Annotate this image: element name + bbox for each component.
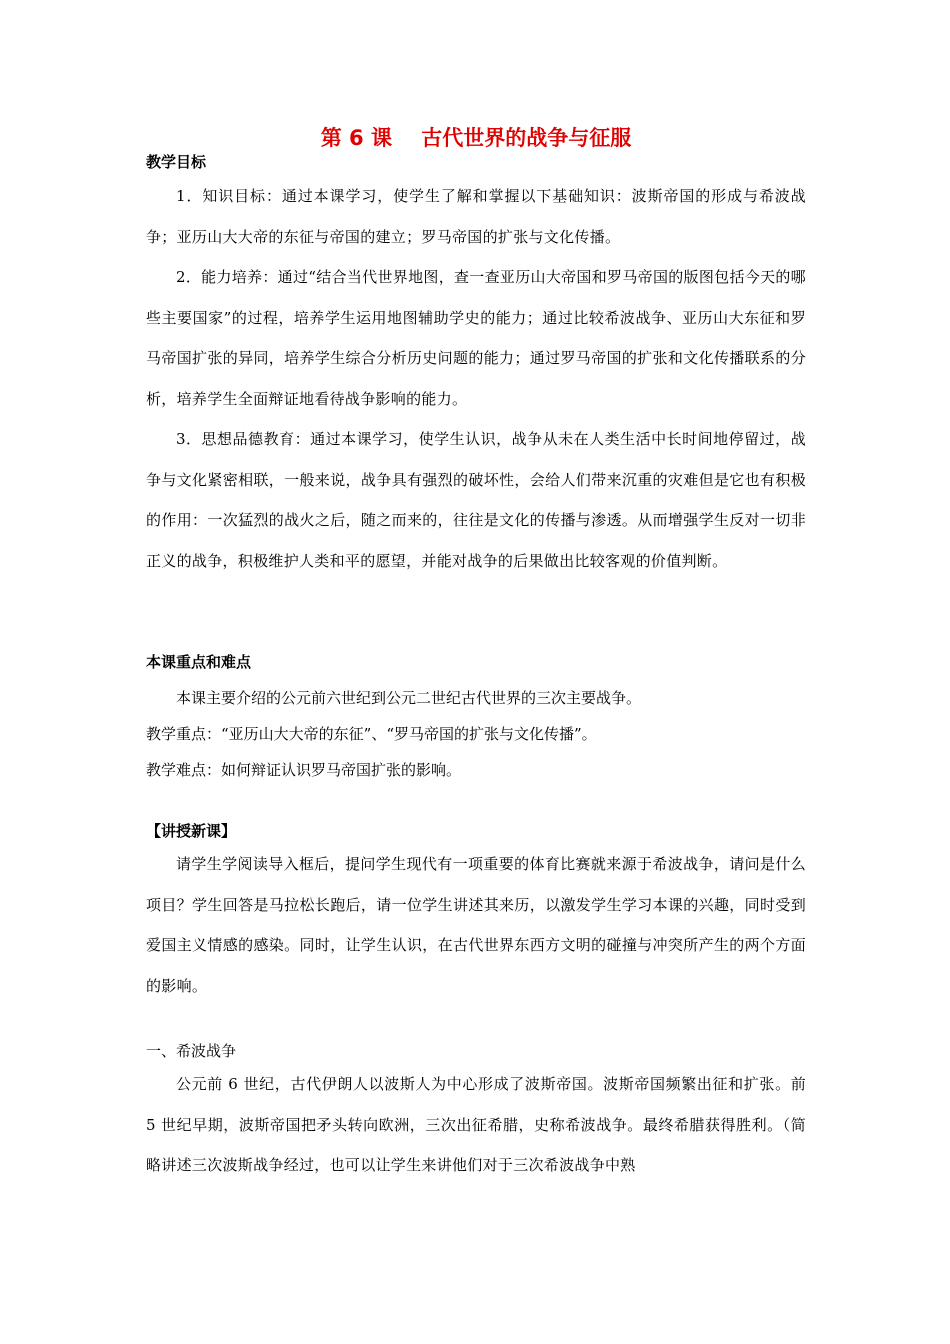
key-points-intro: 本课主要介绍的公元前六世纪到公元二世纪古代世界的三次主要战争。	[176, 689, 642, 707]
section-one-body: 公元前 6 世纪，古代伊朗人以波斯人为中心形成了波斯帝国。波斯帝国频繁出征和扩张。前 5 世纪早期，波斯帝国把矛头转向欧洲，三次出征希腊，史称希波战争。最终希腊获得胜利。（简略讲述三次波斯战争经过，也可以让学生来讲他们对于三次希波战争中熟	[146, 1075, 806, 1174]
lesson-title: 第 6 课 古代世界的战争与征服	[320, 126, 632, 150]
key-points-difficulty: 教学难点：如何辩证认识罗马帝国扩张的影响。	[146, 761, 462, 779]
new-lesson-heading: 【讲授新课】	[146, 822, 237, 840]
objective-ability: 2．能力培养：通过“结合当代世界地图，查一查亚历山大帝国和罗马帝国的版图包括今天的哪些主要国家”的过程，培养学生运用地图辅助学史的能力；通过比较希波战争、亚历山大东征和罗马帝国扩张的异同，培养学生综合分析历史问题的能力；通过罗马帝国的扩张和文化传播联系的分析，培养学生全面辩证地看待战争影响的能力。	[146, 268, 806, 408]
objectives-heading: 教学目标	[146, 153, 207, 171]
new-lesson-intro: 请学生学阅读导入框后，提问学生现代有一项重要的体育比赛就来源于希波战争，请问是什么项目？学生回答是马拉松长跑后，请一位学生讲述其来历，以激发学生学习本课的兴趣，同时受到爱国主义情感的感染。同时，让学生认识，在古代世界东西方文明的碰撞与冲突所产生的两个方面的影响。	[146, 855, 806, 995]
objective-moral: 3．思想品德教育：通过本课学习，使学生认识，战争从未在人类生活中长时间地停留过，战争与文化紧密相联，一般来说，战争具有强烈的破坏性，会给人们带来沉重的灾难但是它也有积极的作用：一次猛烈的战火之后，随之而来的，往往是文化的传播与渗透。从而增强学生反对一切非正义的战争，积极维护人类和平的愿望，并能对战争的后果做出比较客观的价值判断。	[146, 430, 806, 570]
objective-knowledge: 1．知识目标：通过本课学习，使学生了解和掌握以下基础知识：波斯帝国的形成与希波战争；亚历山大大帝的东征与帝国的建立；罗马帝国的扩张与文化传播。	[146, 187, 806, 246]
key-points-heading: 本课重点和难点	[146, 653, 252, 671]
key-points-focus: 教学重点：“亚历山大大帝的东征”、“罗马帝国的扩张与文化传播”。	[146, 725, 597, 743]
section-one-heading: 一、希波战争	[146, 1042, 237, 1060]
